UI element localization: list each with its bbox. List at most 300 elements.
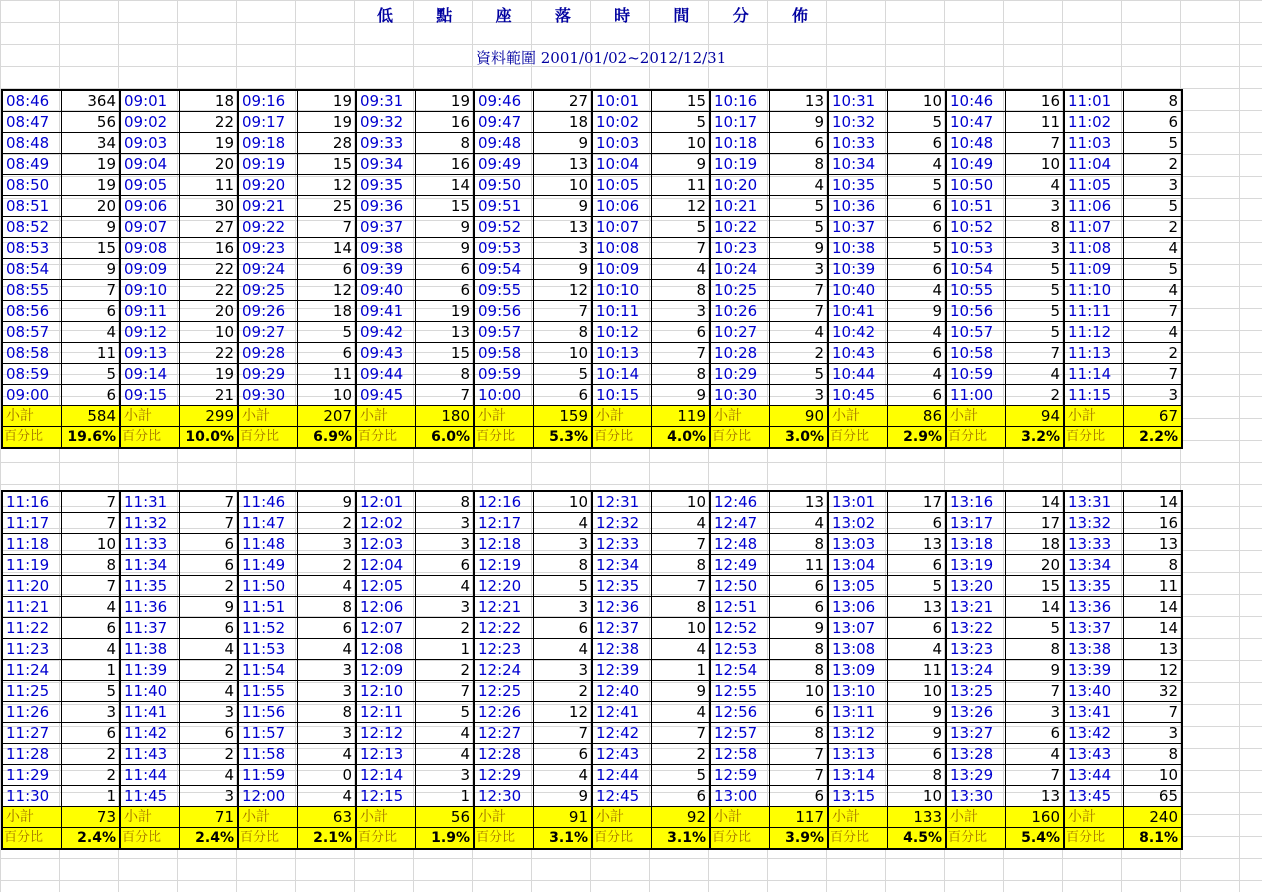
time-cell[interactable]: 09:31 xyxy=(356,90,415,112)
time-cell[interactable]: 09:53 xyxy=(474,238,533,259)
subtotal-label[interactable]: 小計 xyxy=(710,406,769,427)
count-cell[interactable]: 10 xyxy=(61,534,120,555)
count-cell[interactable]: 11 xyxy=(769,555,828,576)
subtotal-value[interactable]: 63 xyxy=(297,807,356,828)
count-cell[interactable]: 8 xyxy=(769,723,828,744)
count-cell[interactable]: 6 xyxy=(887,744,946,765)
count-cell[interactable]: 11 xyxy=(651,175,710,196)
percent-label[interactable]: 百分比 xyxy=(474,828,533,850)
time-cell[interactable]: 12:25 xyxy=(474,681,533,702)
count-cell[interactable]: 6 xyxy=(415,280,474,301)
time-cell[interactable]: 11:20 xyxy=(2,576,61,597)
time-cell[interactable]: 10:51 xyxy=(946,196,1005,217)
time-cell[interactable]: 08:47 xyxy=(2,112,61,133)
time-cell[interactable]: 11:01 xyxy=(1064,90,1123,112)
count-cell[interactable]: 13 xyxy=(887,534,946,555)
time-cell[interactable]: 09:52 xyxy=(474,217,533,238)
time-cell[interactable]: 11:56 xyxy=(238,702,297,723)
count-cell[interactable]: 6 xyxy=(179,618,238,639)
time-cell[interactable]: 10:06 xyxy=(592,196,651,217)
count-cell[interactable]: 9 xyxy=(651,385,710,406)
count-cell[interactable]: 3 xyxy=(61,702,120,723)
time-cell[interactable]: 11:02 xyxy=(1064,112,1123,133)
count-cell[interactable]: 2 xyxy=(1123,217,1182,238)
time-cell[interactable]: 12:53 xyxy=(710,639,769,660)
time-cell[interactable]: 13:44 xyxy=(1064,765,1123,786)
count-cell[interactable]: 12 xyxy=(651,196,710,217)
count-cell[interactable]: 2 xyxy=(1005,385,1064,406)
time-cell[interactable]: 11:36 xyxy=(120,597,179,618)
count-cell[interactable]: 7 xyxy=(61,491,120,513)
subtotal-value[interactable]: 119 xyxy=(651,406,710,427)
count-cell[interactable]: 11 xyxy=(61,343,120,364)
count-cell[interactable]: 8 xyxy=(769,660,828,681)
count-cell[interactable]: 12 xyxy=(533,280,592,301)
time-cell[interactable]: 11:40 xyxy=(120,681,179,702)
time-cell[interactable]: 10:32 xyxy=(828,112,887,133)
time-cell[interactable]: 11:16 xyxy=(2,491,61,513)
count-cell[interactable]: 9 xyxy=(533,786,592,807)
time-cell[interactable]: 10:48 xyxy=(946,133,1005,154)
time-cell[interactable]: 08:49 xyxy=(2,154,61,175)
count-cell[interactable]: 1 xyxy=(651,660,710,681)
subtotal-value[interactable]: 584 xyxy=(61,406,120,427)
time-cell[interactable]: 11:58 xyxy=(238,744,297,765)
time-cell[interactable]: 10:55 xyxy=(946,280,1005,301)
time-cell[interactable]: 13:11 xyxy=(828,702,887,723)
percent-value[interactable]: 2.4% xyxy=(179,828,238,850)
time-cell[interactable]: 13:37 xyxy=(1064,618,1123,639)
count-cell[interactable]: 6 xyxy=(61,385,120,406)
subtotal-value[interactable]: 91 xyxy=(533,807,592,828)
time-cell[interactable]: 10:19 xyxy=(710,154,769,175)
time-cell[interactable]: 11:26 xyxy=(2,702,61,723)
count-cell[interactable]: 3 xyxy=(1005,196,1064,217)
time-cell[interactable]: 12:32 xyxy=(592,513,651,534)
count-cell[interactable]: 8 xyxy=(651,280,710,301)
time-cell[interactable]: 13:19 xyxy=(946,555,1005,576)
time-cell[interactable]: 11:57 xyxy=(238,723,297,744)
count-cell[interactable]: 30 xyxy=(179,196,238,217)
count-cell[interactable]: 2 xyxy=(179,744,238,765)
time-cell[interactable]: 11:50 xyxy=(238,576,297,597)
time-cell[interactable]: 09:54 xyxy=(474,259,533,280)
time-cell[interactable]: 12:58 xyxy=(710,744,769,765)
time-cell[interactable]: 13:09 xyxy=(828,660,887,681)
time-cell[interactable]: 12:48 xyxy=(710,534,769,555)
count-cell[interactable]: 10 xyxy=(887,90,946,112)
count-cell[interactable]: 5 xyxy=(61,681,120,702)
time-cell[interactable]: 09:02 xyxy=(120,112,179,133)
time-cell[interactable]: 10:07 xyxy=(592,217,651,238)
count-cell[interactable]: 3 xyxy=(533,597,592,618)
time-cell[interactable]: 10:53 xyxy=(946,238,1005,259)
time-cell[interactable]: 11:07 xyxy=(1064,217,1123,238)
count-cell[interactable]: 7 xyxy=(651,576,710,597)
time-cell[interactable]: 09:40 xyxy=(356,280,415,301)
count-cell[interactable]: 5 xyxy=(1005,301,1064,322)
percent-value[interactable]: 8.1% xyxy=(1123,828,1182,850)
count-cell[interactable]: 3 xyxy=(179,702,238,723)
subtotal-label[interactable]: 小計 xyxy=(828,406,887,427)
time-cell[interactable]: 11:44 xyxy=(120,765,179,786)
count-cell[interactable]: 3 xyxy=(1005,702,1064,723)
percent-value[interactable]: 3.9% xyxy=(769,828,828,850)
time-cell[interactable]: 12:21 xyxy=(474,597,533,618)
time-cell[interactable]: 12:31 xyxy=(592,491,651,513)
count-cell[interactable]: 10 xyxy=(533,491,592,513)
count-cell[interactable]: 6 xyxy=(887,217,946,238)
count-cell[interactable]: 6 xyxy=(415,555,474,576)
time-cell[interactable]: 11:41 xyxy=(120,702,179,723)
count-cell[interactable]: 7 xyxy=(179,513,238,534)
count-cell[interactable]: 14 xyxy=(415,175,474,196)
time-cell[interactable]: 10:27 xyxy=(710,322,769,343)
percent-label[interactable]: 百分比 xyxy=(1064,828,1123,850)
percent-value[interactable]: 5.3% xyxy=(533,427,592,449)
count-cell[interactable]: 18 xyxy=(297,301,356,322)
time-cell[interactable]: 12:42 xyxy=(592,723,651,744)
time-cell[interactable]: 09:23 xyxy=(238,238,297,259)
percent-value[interactable]: 3.2% xyxy=(1005,427,1064,449)
time-cell[interactable]: 12:43 xyxy=(592,744,651,765)
time-cell[interactable]: 13:34 xyxy=(1064,555,1123,576)
time-cell[interactable]: 11:46 xyxy=(238,491,297,513)
count-cell[interactable]: 7 xyxy=(1123,364,1182,385)
count-cell[interactable]: 13 xyxy=(769,90,828,112)
percent-label[interactable]: 百分比 xyxy=(828,828,887,850)
subtotal-value[interactable]: 71 xyxy=(179,807,238,828)
count-cell[interactable]: 12 xyxy=(297,175,356,196)
time-cell[interactable]: 11:45 xyxy=(120,786,179,807)
time-cell[interactable]: 11:10 xyxy=(1064,280,1123,301)
time-cell[interactable]: 13:35 xyxy=(1064,576,1123,597)
time-cell[interactable]: 11:32 xyxy=(120,513,179,534)
time-cell[interactable]: 09:11 xyxy=(120,301,179,322)
count-cell[interactable]: 13 xyxy=(533,154,592,175)
time-cell[interactable]: 13:12 xyxy=(828,723,887,744)
time-cell[interactable]: 12:51 xyxy=(710,597,769,618)
percent-value[interactable]: 3.1% xyxy=(533,828,592,850)
count-cell[interactable]: 9 xyxy=(651,681,710,702)
count-cell[interactable]: 2 xyxy=(1123,154,1182,175)
time-cell[interactable]: 10:54 xyxy=(946,259,1005,280)
count-cell[interactable]: 6 xyxy=(651,786,710,807)
time-cell[interactable]: 10:14 xyxy=(592,364,651,385)
time-cell[interactable]: 11:03 xyxy=(1064,133,1123,154)
subtotal-label[interactable]: 小計 xyxy=(2,406,61,427)
time-cell[interactable]: 12:06 xyxy=(356,597,415,618)
count-cell[interactable]: 7 xyxy=(61,576,120,597)
count-cell[interactable]: 5 xyxy=(533,364,592,385)
time-cell[interactable]: 09:46 xyxy=(474,90,533,112)
time-cell[interactable]: 09:51 xyxy=(474,196,533,217)
count-cell[interactable]: 7 xyxy=(533,301,592,322)
count-cell[interactable]: 28 xyxy=(297,133,356,154)
percent-label[interactable]: 百分比 xyxy=(592,427,651,449)
count-cell[interactable]: 8 xyxy=(769,154,828,175)
time-cell[interactable]: 11:39 xyxy=(120,660,179,681)
count-cell[interactable]: 3 xyxy=(297,534,356,555)
count-cell[interactable]: 4 xyxy=(651,513,710,534)
count-cell[interactable]: 8 xyxy=(415,364,474,385)
count-cell[interactable]: 4 xyxy=(651,702,710,723)
time-cell[interactable]: 10:29 xyxy=(710,364,769,385)
time-cell[interactable]: 10:42 xyxy=(828,322,887,343)
time-cell[interactable]: 09:10 xyxy=(120,280,179,301)
time-cell[interactable]: 09:19 xyxy=(238,154,297,175)
subtotal-label[interactable]: 小計 xyxy=(592,406,651,427)
time-cell[interactable]: 10:26 xyxy=(710,301,769,322)
count-cell[interactable]: 3 xyxy=(1005,238,1064,259)
subtotal-value[interactable]: 86 xyxy=(887,406,946,427)
count-cell[interactable]: 18 xyxy=(179,90,238,112)
time-cell[interactable]: 12:20 xyxy=(474,576,533,597)
time-cell[interactable]: 13:17 xyxy=(946,513,1005,534)
count-cell[interactable]: 3 xyxy=(415,513,474,534)
count-cell[interactable]: 4 xyxy=(887,322,946,343)
time-cell[interactable]: 13:33 xyxy=(1064,534,1123,555)
time-cell[interactable]: 12:40 xyxy=(592,681,651,702)
count-cell[interactable]: 2 xyxy=(415,660,474,681)
count-cell[interactable]: 4 xyxy=(533,639,592,660)
time-cell[interactable]: 12:35 xyxy=(592,576,651,597)
count-cell[interactable]: 8 xyxy=(415,133,474,154)
time-cell[interactable]: 12:01 xyxy=(356,491,415,513)
count-cell[interactable]: 8 xyxy=(1123,555,1182,576)
count-cell[interactable]: 16 xyxy=(179,238,238,259)
time-cell[interactable]: 11:11 xyxy=(1064,301,1123,322)
time-cell[interactable]: 10:05 xyxy=(592,175,651,196)
count-cell[interactable]: 6 xyxy=(179,723,238,744)
time-cell[interactable]: 10:16 xyxy=(710,90,769,112)
time-cell[interactable]: 12:09 xyxy=(356,660,415,681)
time-cell[interactable]: 10:45 xyxy=(828,385,887,406)
percent-value[interactable]: 2.4% xyxy=(61,828,120,850)
count-cell[interactable]: 14 xyxy=(1005,491,1064,513)
time-cell[interactable]: 08:59 xyxy=(2,364,61,385)
time-cell[interactable]: 10:18 xyxy=(710,133,769,154)
count-cell[interactable]: 21 xyxy=(179,385,238,406)
percent-label[interactable]: 百分比 xyxy=(592,828,651,850)
count-cell[interactable]: 4 xyxy=(179,639,238,660)
time-cell[interactable]: 09:28 xyxy=(238,343,297,364)
time-cell[interactable]: 12:13 xyxy=(356,744,415,765)
time-cell[interactable]: 12:55 xyxy=(710,681,769,702)
count-cell[interactable]: 22 xyxy=(179,259,238,280)
time-cell[interactable]: 11:28 xyxy=(2,744,61,765)
percent-label[interactable]: 百分比 xyxy=(356,427,415,449)
count-cell[interactable]: 16 xyxy=(415,112,474,133)
time-cell[interactable]: 11:27 xyxy=(2,723,61,744)
time-cell[interactable]: 12:33 xyxy=(592,534,651,555)
count-cell[interactable]: 17 xyxy=(887,491,946,513)
time-cell[interactable]: 13:31 xyxy=(1064,491,1123,513)
time-cell[interactable]: 11:35 xyxy=(120,576,179,597)
count-cell[interactable]: 4 xyxy=(179,681,238,702)
count-cell[interactable]: 16 xyxy=(415,154,474,175)
subtotal-value[interactable]: 160 xyxy=(1005,807,1064,828)
time-cell[interactable]: 09:25 xyxy=(238,280,297,301)
subtotal-label[interactable]: 小計 xyxy=(474,807,533,828)
count-cell[interactable]: 7 xyxy=(415,385,474,406)
subtotal-label[interactable]: 小計 xyxy=(238,406,297,427)
count-cell[interactable]: 13 xyxy=(415,322,474,343)
count-cell[interactable]: 19 xyxy=(179,133,238,154)
count-cell[interactable]: 9 xyxy=(887,301,946,322)
time-cell[interactable]: 09:00 xyxy=(2,385,61,406)
time-cell[interactable]: 10:34 xyxy=(828,154,887,175)
time-cell[interactable]: 11:06 xyxy=(1064,196,1123,217)
count-cell[interactable]: 8 xyxy=(61,555,120,576)
count-cell[interactable]: 4 xyxy=(1005,175,1064,196)
time-cell[interactable]: 12:30 xyxy=(474,786,533,807)
count-cell[interactable]: 5 xyxy=(651,765,710,786)
time-cell[interactable]: 11:53 xyxy=(238,639,297,660)
subtotal-value[interactable]: 117 xyxy=(769,807,828,828)
time-cell[interactable]: 10:11 xyxy=(592,301,651,322)
count-cell[interactable]: 4 xyxy=(533,513,592,534)
time-cell[interactable]: 10:23 xyxy=(710,238,769,259)
count-cell[interactable]: 7 xyxy=(297,217,356,238)
time-cell[interactable]: 11:24 xyxy=(2,660,61,681)
subtotal-label[interactable]: 小計 xyxy=(828,807,887,828)
count-cell[interactable]: 4 xyxy=(1123,322,1182,343)
count-cell[interactable]: 1 xyxy=(61,786,120,807)
count-cell[interactable]: 5 xyxy=(769,217,828,238)
count-cell[interactable]: 6 xyxy=(297,259,356,280)
time-cell[interactable]: 10:03 xyxy=(592,133,651,154)
time-cell[interactable]: 09:37 xyxy=(356,217,415,238)
count-cell[interactable]: 6 xyxy=(769,597,828,618)
subtotal-value[interactable]: 207 xyxy=(297,406,356,427)
time-cell[interactable]: 13:26 xyxy=(946,702,1005,723)
count-cell[interactable]: 6 xyxy=(61,723,120,744)
time-cell[interactable]: 11:18 xyxy=(2,534,61,555)
time-cell[interactable]: 08:58 xyxy=(2,343,61,364)
time-cell[interactable]: 11:33 xyxy=(120,534,179,555)
count-cell[interactable]: 364 xyxy=(61,90,120,112)
count-cell[interactable]: 3 xyxy=(533,660,592,681)
time-cell[interactable]: 11:34 xyxy=(120,555,179,576)
count-cell[interactable]: 8 xyxy=(297,597,356,618)
count-cell[interactable]: 7 xyxy=(769,744,828,765)
subtotal-label[interactable]: 小計 xyxy=(946,807,1005,828)
time-cell[interactable]: 13:39 xyxy=(1064,660,1123,681)
time-cell[interactable]: 12:04 xyxy=(356,555,415,576)
count-cell[interactable]: 56 xyxy=(61,112,120,133)
count-cell[interactable]: 7 xyxy=(1005,343,1064,364)
time-cell[interactable]: 10:50 xyxy=(946,175,1005,196)
count-cell[interactable]: 5 xyxy=(1005,322,1064,343)
subtotal-value[interactable]: 73 xyxy=(61,807,120,828)
percent-value[interactable]: 2.9% xyxy=(887,427,946,449)
percent-label[interactable]: 百分比 xyxy=(828,427,887,449)
time-cell[interactable]: 11:42 xyxy=(120,723,179,744)
count-cell[interactable]: 10 xyxy=(651,618,710,639)
count-cell[interactable]: 9 xyxy=(887,723,946,744)
count-cell[interactable]: 13 xyxy=(533,217,592,238)
time-cell[interactable]: 12:59 xyxy=(710,765,769,786)
time-cell[interactable]: 10:39 xyxy=(828,259,887,280)
subtotal-label[interactable]: 小計 xyxy=(1064,406,1123,427)
count-cell[interactable]: 7 xyxy=(1005,133,1064,154)
subtotal-label[interactable]: 小計 xyxy=(120,406,179,427)
count-cell[interactable]: 12 xyxy=(1123,660,1182,681)
time-cell[interactable]: 13:24 xyxy=(946,660,1005,681)
subtotal-label[interactable]: 小計 xyxy=(2,807,61,828)
time-cell[interactable]: 12:23 xyxy=(474,639,533,660)
subtotal-value[interactable]: 133 xyxy=(887,807,946,828)
count-cell[interactable]: 7 xyxy=(1005,681,1064,702)
count-cell[interactable]: 4 xyxy=(769,513,828,534)
count-cell[interactable]: 22 xyxy=(179,112,238,133)
time-cell[interactable]: 10:28 xyxy=(710,343,769,364)
count-cell[interactable]: 5 xyxy=(1123,133,1182,154)
count-cell[interactable]: 2 xyxy=(769,343,828,364)
percent-value[interactable]: 2.2% xyxy=(1123,427,1182,449)
count-cell[interactable]: 3 xyxy=(769,385,828,406)
count-cell[interactable]: 2 xyxy=(297,555,356,576)
time-cell[interactable]: 09:45 xyxy=(356,385,415,406)
count-cell[interactable]: 3 xyxy=(297,681,356,702)
time-cell[interactable]: 12:16 xyxy=(474,491,533,513)
subtotal-label[interactable]: 小計 xyxy=(946,406,1005,427)
time-cell[interactable]: 09:06 xyxy=(120,196,179,217)
time-cell[interactable]: 10:24 xyxy=(710,259,769,280)
count-cell[interactable]: 6 xyxy=(769,576,828,597)
count-cell[interactable]: 8 xyxy=(1005,217,1064,238)
count-cell[interactable]: 2 xyxy=(61,765,120,786)
count-cell[interactable]: 7 xyxy=(415,681,474,702)
count-cell[interactable]: 15 xyxy=(61,238,120,259)
subtotal-value[interactable]: 67 xyxy=(1123,406,1182,427)
count-cell[interactable]: 9 xyxy=(651,154,710,175)
count-cell[interactable]: 6 xyxy=(887,343,946,364)
count-cell[interactable]: 32 xyxy=(1123,681,1182,702)
time-cell[interactable]: 12:12 xyxy=(356,723,415,744)
time-cell[interactable]: 10:21 xyxy=(710,196,769,217)
time-cell[interactable]: 09:50 xyxy=(474,175,533,196)
time-cell[interactable]: 08:53 xyxy=(2,238,61,259)
count-cell[interactable]: 4 xyxy=(887,364,946,385)
time-cell[interactable]: 13:18 xyxy=(946,534,1005,555)
count-cell[interactable]: 7 xyxy=(61,513,120,534)
count-cell[interactable]: 6 xyxy=(887,385,946,406)
count-cell[interactable]: 1 xyxy=(415,639,474,660)
count-cell[interactable]: 10 xyxy=(533,175,592,196)
percent-value[interactable]: 6.0% xyxy=(415,427,474,449)
percent-label[interactable]: 百分比 xyxy=(120,828,179,850)
time-cell[interactable]: 10:33 xyxy=(828,133,887,154)
time-cell[interactable]: 12:22 xyxy=(474,618,533,639)
time-cell[interactable]: 08:52 xyxy=(2,217,61,238)
time-cell[interactable]: 13:41 xyxy=(1064,702,1123,723)
count-cell[interactable]: 14 xyxy=(297,238,356,259)
time-cell[interactable]: 12:03 xyxy=(356,534,415,555)
time-cell[interactable]: 10:40 xyxy=(828,280,887,301)
time-cell[interactable]: 13:45 xyxy=(1064,786,1123,807)
subtotal-label[interactable]: 小計 xyxy=(1064,807,1123,828)
time-cell[interactable]: 09:35 xyxy=(356,175,415,196)
time-cell[interactable]: 11:08 xyxy=(1064,238,1123,259)
count-cell[interactable]: 4 xyxy=(61,639,120,660)
time-cell[interactable]: 13:29 xyxy=(946,765,1005,786)
count-cell[interactable]: 25 xyxy=(297,196,356,217)
time-cell[interactable]: 12:19 xyxy=(474,555,533,576)
time-cell[interactable]: 10:10 xyxy=(592,280,651,301)
count-cell[interactable]: 3 xyxy=(1123,723,1182,744)
